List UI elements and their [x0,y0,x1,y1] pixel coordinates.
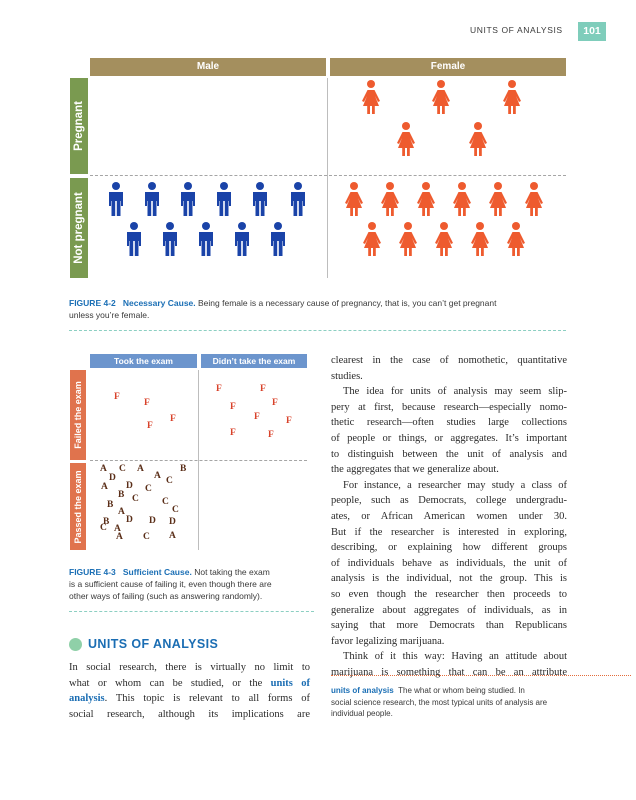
exam-letter: F [260,384,266,394]
exam-letter: C [143,532,150,542]
right-column-body [331,353,567,680]
row-header-passed: Passed the exam [70,463,86,550]
exam-letter: A [118,507,125,517]
col-header-male: Male [90,58,326,76]
glossary-rule [331,675,631,676]
exam-letter: F [230,402,236,412]
exam-letter: A [169,531,176,541]
exam-letter: F [216,384,222,394]
caption-label: FIGURE 4-2 [69,298,116,308]
section-heading: UNITS OF ANALYSIS [88,637,219,651]
body-line: saying that more Democrats than Republicans [331,620,567,632]
figure-separator-2 [69,611,314,612]
body-line: But if the researcher is interested in exploring, [331,526,567,538]
body-line: of people or things, or aggregates. It’s important [331,432,567,444]
body-line: pery at first, because research—especially nomo- [331,401,567,413]
exam-letter: C [145,484,152,494]
male-person-icon [199,222,213,256]
exam-letter: F [114,392,120,402]
exam-letter: B [118,490,125,500]
body-line: to distinguish between the unit of analysis and [331,448,567,460]
female-person-icon [471,222,489,256]
female-person-icon [489,182,507,216]
caption-label-2: FIGURE 4-3 [69,567,116,577]
body-line: people, such as Democrats, college undergradu- [331,495,567,507]
figure-4-2-caption [69,297,569,321]
exam-letter: C [119,464,126,474]
exam-letter: F [254,412,260,422]
female-person-icon [469,122,487,156]
body-line: thetic research—often studies large collections [331,417,567,429]
section-bullet-icon [69,638,82,651]
row-header-failed: Failed the exam [70,370,86,460]
col-header-took: Took the exam [90,354,197,368]
exam-letter: B [107,500,114,510]
female-person-icon [363,222,381,256]
section-body: In social research, there is virtually no limit to what or whom can be studied, or the units of analysis. This topic is relevant to all forms of social research, although its implications are [69,662,311,720]
body-line: studies. [331,370,363,382]
exam-letter: B [180,464,187,474]
people-icons [70,58,566,280]
exam-letter: C [100,523,107,533]
exam-letter: D [109,473,116,483]
glossary-term: units of analysis [331,686,394,695]
body-line: of individuals behave as individuals, the unit of [331,557,567,569]
exam-letter: D [126,515,133,525]
female-person-icon [503,80,521,114]
exam-letter: C [166,476,173,486]
male-person-icon [217,182,231,216]
body-line: clearest in the case of nomothetic, quantitative [331,355,567,366]
body-line: For instance, a researcher may study a class of [343,479,567,491]
glossary-entry: units of analysis The what or whom being studied. In social science research, the most typical units of analysis are individual people. [331,686,548,718]
male-person-icon [163,222,177,256]
female-person-icon [381,182,399,216]
exam-letter: A [101,482,108,492]
exam-letter: A [100,464,107,474]
caption-text: Being female is a necessary cause of pregnancy, that is, you can’t get pregnant [198,298,497,308]
exam-letter: F [268,430,274,440]
male-person-icon [181,182,195,216]
body-line: analysis is the individual, not the group. This is [331,573,567,585]
exam-letter: F [272,398,278,408]
body-line: favor legalizing marijuana. [331,635,445,647]
figure-4-3 [70,354,310,550]
body-line: ates, or African American women under 30. [331,510,567,522]
male-person-icon [127,222,141,256]
body-line: the aggregates that we generalize about. [331,464,499,476]
term-units-of-analysis: units of [270,677,311,689]
exam-letter: F [170,414,176,424]
male-person-icon [109,182,123,216]
col-header-female: Female [330,58,566,76]
female-person-icon [453,182,471,216]
male-person-icon [145,182,159,216]
caption-text-2: unless you’re female. [69,310,150,320]
female-person-icon [417,182,435,216]
body-line: marijuana is something that can be an attribute [331,666,567,678]
female-person-icon [399,222,417,256]
exam-letter: A [137,464,144,474]
male-person-icon [271,222,285,256]
exam-letter: F [144,398,150,408]
male-person-icon [253,182,267,216]
exam-letter: F [230,428,236,438]
exam-letter: B [103,517,110,527]
exam-letter: F [286,416,292,426]
female-person-icon [525,182,543,216]
figure-separator [69,330,566,331]
exam-letters [70,354,310,550]
female-person-icon [432,80,450,114]
body-line: so even though the researcher then proceeds to [331,588,567,600]
col-header-didnt-take: Didn’t take the exam [201,354,307,368]
exam-letter: A [114,524,121,534]
female-person-icon [345,182,363,216]
body-line: describing, or explaining how different groups [331,542,567,554]
exam-letter: A [154,471,161,481]
exam-letter: D [126,481,133,491]
body-line: generalize about aggregates of individuals, as in [331,604,567,616]
exam-letter: C [132,494,139,504]
exam-letter: A [116,532,123,542]
caption-title: Necessary Cause. [122,298,196,308]
male-person-icon [235,222,249,256]
exam-letter: C [162,497,169,507]
exam-letter: D [169,517,176,527]
page-number: 101 [578,22,606,41]
exam-letter: F [147,421,153,431]
figure-4-2 [70,58,566,280]
body-line: The idea for units of analysis may seem slip- [343,386,567,398]
figure-4-3-caption: FIGURE 4-3 Sufficient Cause. Not taking the exam is a sufficient cause of failing it, even though there are other ways of failing (such as answering randomly). [69,567,272,601]
caption-title-2: Sufficient Cause. [122,567,192,577]
body-line: Think of it this way: Having an attitude about [343,651,567,663]
female-person-icon [362,80,380,114]
running-header: UNITS OF ANALYSIS [470,25,563,35]
female-person-icon [397,122,415,156]
male-person-icon [291,182,305,216]
people-svg [70,58,566,280]
female-person-icon [507,222,525,256]
row-header-not-pregnant: Not pregnant [70,178,88,278]
female-person-icon [435,222,453,256]
exam-letter: D [149,516,156,526]
exam-letter: C [172,505,179,515]
row-header-pregnant: Pregnant [70,78,88,174]
